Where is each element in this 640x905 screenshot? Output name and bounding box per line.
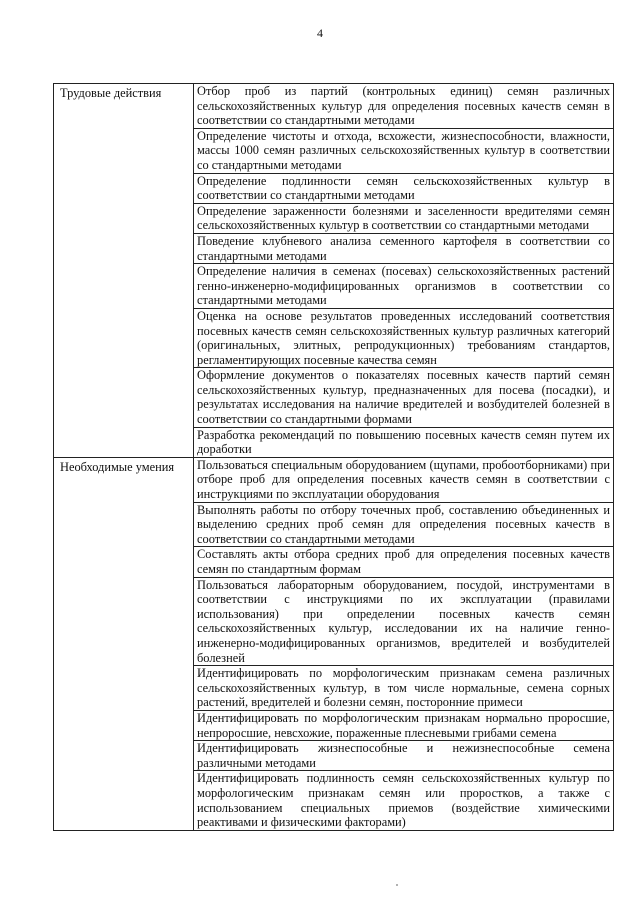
skill-item: Составлять акты отбора средних проб для определения посевных качеств семян по стандартным формам [194, 547, 614, 577]
competency-table [53, 83, 614, 831]
skill-item: Выполнять работы по отбору точечных проб, составлению объединенных и выделению средних проб семян для определения посевных качеств в соответствии со стандартными методами [194, 502, 614, 547]
section-label-required-skills: Необходимые умения [54, 457, 194, 830]
labor-action-item: Оформление документов о показателях посевных качеств партий семян сельскохозяйственных культур, предназначенных для посева (посадки), и результатах исследования на наличие вредителей и возбудителей болезней в соответствии со стандартными формами [194, 368, 614, 427]
skill-item: Пользоваться лабораторным оборудованием, посудой, инструментами в соответствии с инструкциями по их эксплуатации (правилами использования) при определении посевных качеств семян сельскохозяйственных культур, исследовании их на наличие генно-инженерно-модифицированных организмов, вредителей и возбудителей болезней [194, 577, 614, 666]
skill-item: Идентифицировать подлинность семян сельскохозяйственных культур по морфологическим признакам семян или проростков, а также с использованием специальных приемов (воздействие химическими реактивами и физическими факторами) [194, 771, 614, 830]
section-label-labor-actions: Трудовые действия [54, 84, 194, 458]
skill-item: Идентифицировать по морфологическим признакам семена различных сельскохозяйственных культур, в том числе нормальные, семена сорных растений, вредителей и болезни семян, посторонние примеси [194, 666, 614, 711]
labor-action-item: Определение наличия в семенах (посевах) сельскохозяйственных растений генно-инженерно-модифицированных организмов в соответствии со стандартными методами [194, 264, 614, 309]
labor-action-item: Разработка рекомендаций по повышению посевных качеств семян путем их доработки [194, 427, 614, 457]
labor-action-item: Поведение клубневого анализа семенного картофеля в соответствии со стандартными методами [194, 233, 614, 263]
table-row [54, 457, 614, 502]
labor-action-item: Определение подлинности семян сельскохозяйственных культур в соответствии со стандартными методами [194, 173, 614, 203]
table-row [54, 84, 614, 129]
labor-action-item: Определение чистоты и отхода, всхожести, жизнеспособности, влажности, массы 1000 семян различных сельскохозяйственных культур в соответствии со стандартными методами [194, 128, 614, 173]
skill-item: Пользоваться специальным оборудованием (щупами, пробоотборниками) при отборе проб для определения посевных качеств семян в соответствии с инструкциями по эксплуатации оборудования [194, 457, 614, 502]
labor-action-item: Оценка на основе результатов проведенных исследований соответствия посевных качеств семян сельскохозяйственных культур различных категорий (оригинальных, элитных, репродукционных) требованиям стандартов, регламентирующих посевные качества семян [194, 308, 614, 367]
labor-action-item: Определение зараженности болезнями и заселенности вредителями семян сельскохозяйственных культур в соответствии со стандартными методами [194, 203, 614, 233]
skill-item: Идентифицировать жизнеспособные и нежизнеспособные семена различными методами [194, 741, 614, 771]
labor-action-item: Отбор проб из партий (контрольных единиц) семян различных сельскохозяйственных культур для определения посевных качеств семян в соответствии со стандартными методами [194, 84, 614, 129]
skill-item: Идентифицировать по морфологическим признакам нормально проросшие, непроросшие, невсхожие, пораженные плесневыми грибами семена [194, 710, 614, 740]
scan-speck [396, 884, 398, 886]
page-number: 4 [317, 26, 323, 40]
